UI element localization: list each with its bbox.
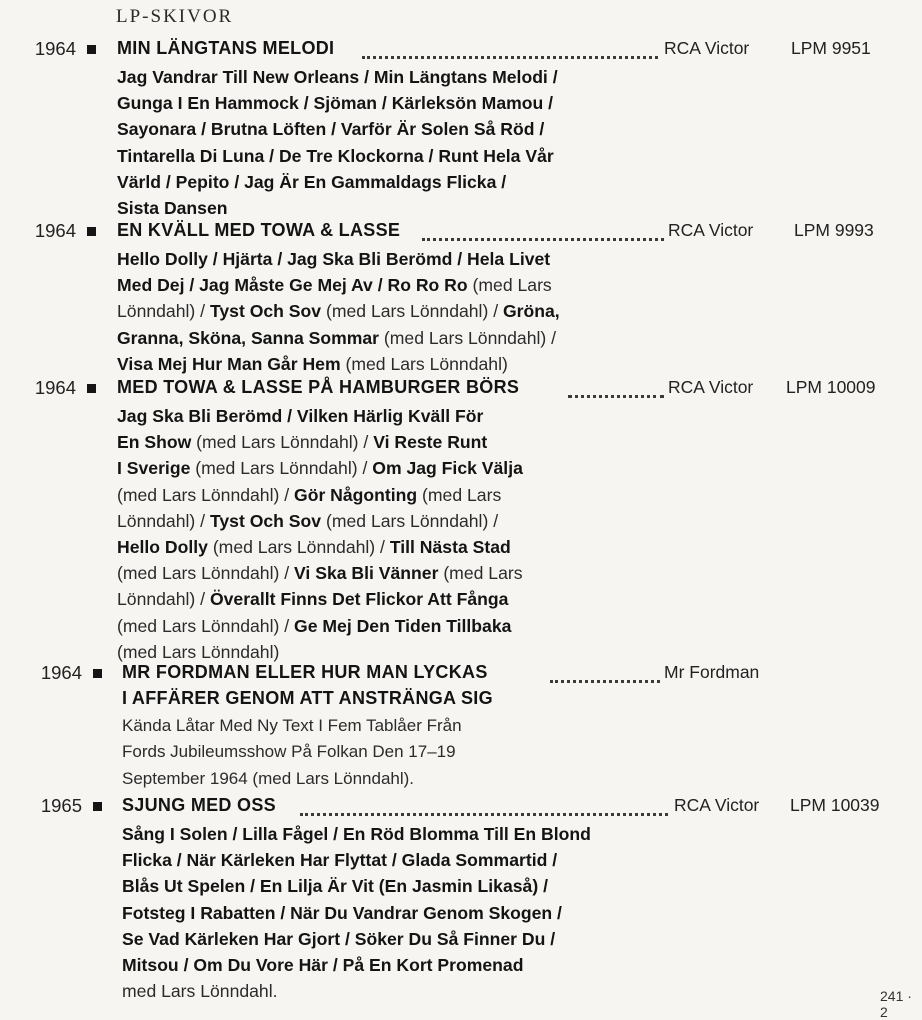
song-title: Gör Någonting [294,484,423,505]
dot-leader [300,791,668,816]
song-title: Sayonara / Brutna Löften / Varför Är Solen Så Röd / [117,119,545,140]
song-title: I Sverige [117,458,196,479]
bullet-icon [87,384,96,393]
song-title: Fotsteg I Rabatten / När Du Vandrar Genom Skogen / [122,902,562,923]
song-title: Hello Dolly / Hjärta / Jag Ska Bli Berömd / Hela Livet [117,249,551,269]
album-year: 1964 [40,662,82,683]
credit-note: med Lars Lönndahl. [122,981,278,1002]
album-description [122,713,682,792]
track-line [117,455,677,481]
track-line [117,116,677,142]
track-line [117,429,677,455]
song-title: En Show [117,432,197,453]
credit-note: (med Lars Lönndahl) / [325,301,503,322]
song-title: Jag Ska Bli Berömd / Vilken Härlig Kväll För [117,406,484,426]
credit-note: (med Lars Lönndahl) / [117,563,295,584]
bullet-icon [87,45,96,54]
credit-note: (med Lars [443,563,523,584]
catalog-number: LPM 10009 [786,377,876,397]
track-list [122,821,682,1004]
song-title: Gunga I En Hammock / Sjöman / Kärleksön Mamou / [117,93,554,114]
credit-note: (med Lars Lönndahl) [345,353,508,374]
song-title: Med Dej / Jag Måste Ge Mej Av / Ro Ro Ro [117,275,473,296]
album-title: EN KVÄLL MED TOWA & LASSE [117,220,401,240]
song-title: Se Vad Kärleken Har Gjort / Söker Du Så Finner Du / [122,928,556,949]
album-title: SJUNG MED OSS [122,795,276,815]
album-year: 1964 [34,38,76,59]
credit-note: (med Lars Lönndahl) / [212,537,390,558]
track-line [117,613,677,639]
song-title: Vi Reste Runt [373,432,488,453]
track-line [122,873,682,899]
credit-note: (med Lars Lönndahl) / [196,432,374,453]
catalog-number: LPM 10039 [790,795,880,815]
track-line [122,952,682,978]
song-title: Jag Vandrar Till New Orleans / Min Längtans Melodi / [117,67,558,87]
dot-leader [568,373,664,398]
track-line [122,978,682,1004]
album-title: MIN LÄNGTANS MELODI [117,38,335,58]
track-line [117,586,677,612]
dot-leader [362,34,658,59]
track-line [117,64,677,90]
song-title: Visa Mej Hur Man Går Hem [117,353,346,374]
song-title: Om Jag Fick Välja [372,458,523,479]
track-list [117,246,677,377]
credit-note: (med Lars Lönndahl) / [383,327,557,348]
song-title: Blås Ut Spelen / En Lilja Är Vit (En Jasmin Likaså) / [122,876,548,897]
album-year: 1964 [34,220,76,241]
record-label: RCA Victor [664,38,750,58]
song-title: Granna, Sköna, Sanna Sommar [117,327,384,348]
section-heading: LP-SKIVOR [116,6,234,27]
credit-note: (med Lars Lönndahl) / [325,510,499,531]
track-line [117,482,677,508]
track-line [122,926,682,952]
song-title: Mitsou / Om Du Vore Här / På En Kort Promenad [122,955,524,976]
credit-note: (med Lars Lönndahl) / [195,458,373,479]
track-line [117,298,677,324]
record-label: RCA Victor [668,220,754,240]
track-line [117,534,677,560]
credit-note: (med Lars [422,484,502,505]
track-list [117,64,677,221]
track-line [117,143,677,169]
song-title: Till Nästa Stad [389,537,511,558]
song-title: Gröna, [502,301,560,322]
song-title: Tintarella Di Luna / De Tre Klockorna / Runt Hela Vår [117,145,554,166]
bullet-icon [93,802,102,811]
description-line: September 1964 (med Lars Lönndahl). [122,768,415,788]
album-year: 1964 [34,377,76,398]
bullet-icon [93,669,102,678]
track-line [117,325,677,351]
description-line: Kända Låtar Med Ny Text I Fem Tablåer Från [122,716,462,735]
catalog-number: LPM 9993 [794,220,874,240]
song-title: Sång I Solen / Lilla Fågel / En Röd Blomma Till En Blond [122,824,591,844]
credit-note: Lönndahl) / [117,510,210,531]
track-line [117,169,677,195]
track-line [122,847,682,873]
dot-leader [550,658,660,683]
credit-note: (med Lars Lönndahl) / [117,615,295,636]
track-line [117,272,677,298]
description-line: Fords Jubileumsshow På Folkan Den 17–19 [122,742,456,762]
album-title: MR FORDMAN ELLER HUR MAN LYCKAS [122,662,488,682]
song-title: Överallt Finns Det Flickor Att Fånga [209,589,509,610]
credit-note: (med Lars Lönndahl) / [117,484,295,505]
song-title: Värld / Pepito / Jag Är En Gammaldags Flicka / [117,171,507,192]
page-number-fragment: 241 · 2 [880,988,912,1020]
song-title: Tyst Och Sov [209,301,326,322]
song-title: Flicka / När Kärleken Har Flyttat / Glada Sommartid / [122,850,558,871]
track-line [117,508,677,534]
song-title: Tyst Och Sov [209,510,326,531]
credit-note: Lönndahl) / [117,301,210,322]
track-line [122,900,682,926]
catalog-number: LPM 9951 [791,38,871,58]
track-line [117,403,677,429]
credit-note: (med Lars Lönndahl) [117,641,280,662]
track-line [117,560,677,586]
credit-note: Lönndahl) / [117,589,210,610]
album-year: 1965 [40,795,82,816]
album-title: MED TOWA & LASSE PÅ HAMBURGER BÖRS [117,377,520,397]
song-title: Ge Mej Den Tiden Tillbaka [294,615,512,636]
record-label: RCA Victor [674,795,760,815]
track-line [117,90,677,116]
track-line [117,246,677,272]
bullet-icon [87,227,96,236]
song-title: Hello Dolly [117,537,213,558]
song-title: Sista Dansen [117,198,228,219]
dot-leader [422,216,664,241]
record-label: RCA Victor [668,377,754,397]
song-title: Vi Ska Bli Vänner [294,563,444,584]
record-label: Mr Fordman [664,662,760,682]
album-title-continued: I AFFÄRER GENOM ATT ANSTRÄNGA SIG [122,688,493,708]
credit-note: (med Lars [472,275,552,296]
track-list [117,403,677,665]
track-line [122,821,682,847]
